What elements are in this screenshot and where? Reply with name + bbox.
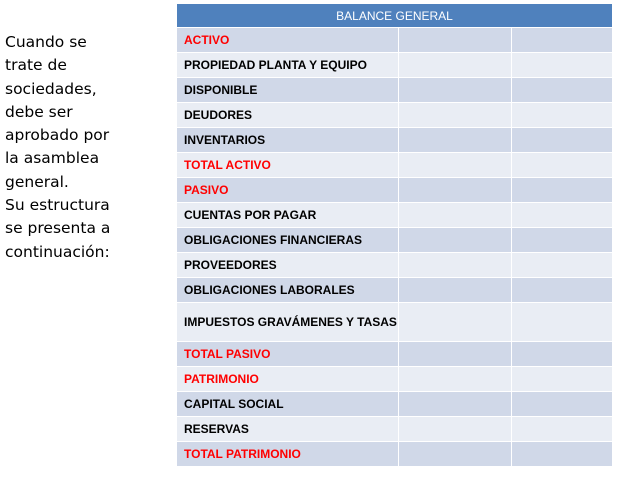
table-row (177, 103, 613, 128)
row-value-cell (399, 278, 512, 303)
intro-line: continuación: (5, 242, 110, 261)
row-value-cell (512, 128, 613, 153)
row-label: ACTIVO (177, 28, 399, 53)
row-label: PROVEEDORES (177, 253, 399, 278)
row-label: CUENTAS POR PAGAR (177, 203, 399, 228)
row-value-cell (512, 417, 613, 442)
table-row (177, 228, 613, 253)
intro-line: Su estructura (5, 196, 110, 215)
row-value-cell (512, 253, 613, 278)
row-label: TOTAL PASIVO (177, 342, 399, 367)
intro-line: aprobado por (5, 126, 110, 145)
row-value-cell (512, 28, 613, 53)
row-value-cell (399, 367, 512, 392)
row-label: TOTAL PATRIMONIO (177, 442, 399, 467)
row-label: PROPIEDAD PLANTA Y EQUIPO (177, 53, 399, 78)
row-value-cell (512, 53, 613, 78)
row-value-cell (512, 342, 613, 367)
table-row (177, 153, 613, 178)
table-row (177, 253, 613, 278)
intro-text (5, 31, 165, 264)
row-value-cell (399, 392, 512, 417)
row-label: OBLIGACIONES LABORALES (177, 278, 399, 303)
table-header: BALANCE GENERAL (177, 4, 613, 28)
row-value-cell (399, 53, 512, 78)
row-value-cell (399, 103, 512, 128)
row-value-cell (399, 253, 512, 278)
row-value-cell (512, 442, 613, 467)
row-label: CAPITAL SOCIAL (177, 392, 399, 417)
row-value-cell (399, 178, 512, 203)
row-label: OBLIGACIONES FINANCIERAS (177, 228, 399, 253)
balance-general-table (176, 3, 613, 467)
row-value-cell (512, 303, 613, 342)
row-label: IMPUESTOS GRAVÁMENES Y TASAS (177, 303, 399, 342)
row-value-cell (399, 28, 512, 53)
row-label: INVENTARIOS (177, 128, 399, 153)
row-label: DISPONIBLE (177, 78, 399, 103)
row-value-cell (399, 303, 512, 342)
row-value-cell (512, 103, 613, 128)
row-value-cell (399, 342, 512, 367)
table-body (177, 28, 613, 467)
row-label: DEUDORES (177, 103, 399, 128)
intro-line: general. (5, 172, 69, 191)
row-label: PATRIMONIO (177, 367, 399, 392)
table-row (177, 417, 613, 442)
intro-line: sociedades, (5, 79, 97, 98)
row-label: PASIVO (177, 178, 399, 203)
row-value-cell (399, 128, 512, 153)
table-header-row (177, 4, 613, 28)
row-value-cell (512, 392, 613, 417)
row-value-cell (512, 228, 613, 253)
row-value-cell (399, 153, 512, 178)
row-value-cell (399, 228, 512, 253)
table-row (177, 78, 613, 103)
row-value-cell (399, 417, 512, 442)
table-row (177, 128, 613, 153)
table-row (177, 178, 613, 203)
row-value-cell (512, 203, 613, 228)
table-row (177, 442, 613, 467)
row-value-cell (512, 178, 613, 203)
row-value-cell (512, 78, 613, 103)
intro-line: la asamblea (5, 149, 100, 168)
table-row (177, 367, 613, 392)
table-row (177, 342, 613, 367)
table-row (177, 392, 613, 417)
row-value-cell (512, 153, 613, 178)
row-value-cell (399, 203, 512, 228)
row-label: RESERVAS (177, 417, 399, 442)
intro-line: trate de (5, 56, 67, 75)
intro-line: se presenta a (5, 219, 111, 238)
row-value-cell (512, 367, 613, 392)
intro-line: Cuando se (5, 33, 87, 51)
table-row (177, 28, 613, 53)
row-label: TOTAL ACTIVO (177, 153, 399, 178)
table-row (177, 303, 613, 342)
row-value-cell (399, 442, 512, 467)
row-value-cell (512, 278, 613, 303)
table-row (177, 203, 613, 228)
table-row (177, 53, 613, 78)
table-row (177, 278, 613, 303)
row-value-cell (399, 78, 512, 103)
intro-line: debe ser (5, 102, 73, 121)
